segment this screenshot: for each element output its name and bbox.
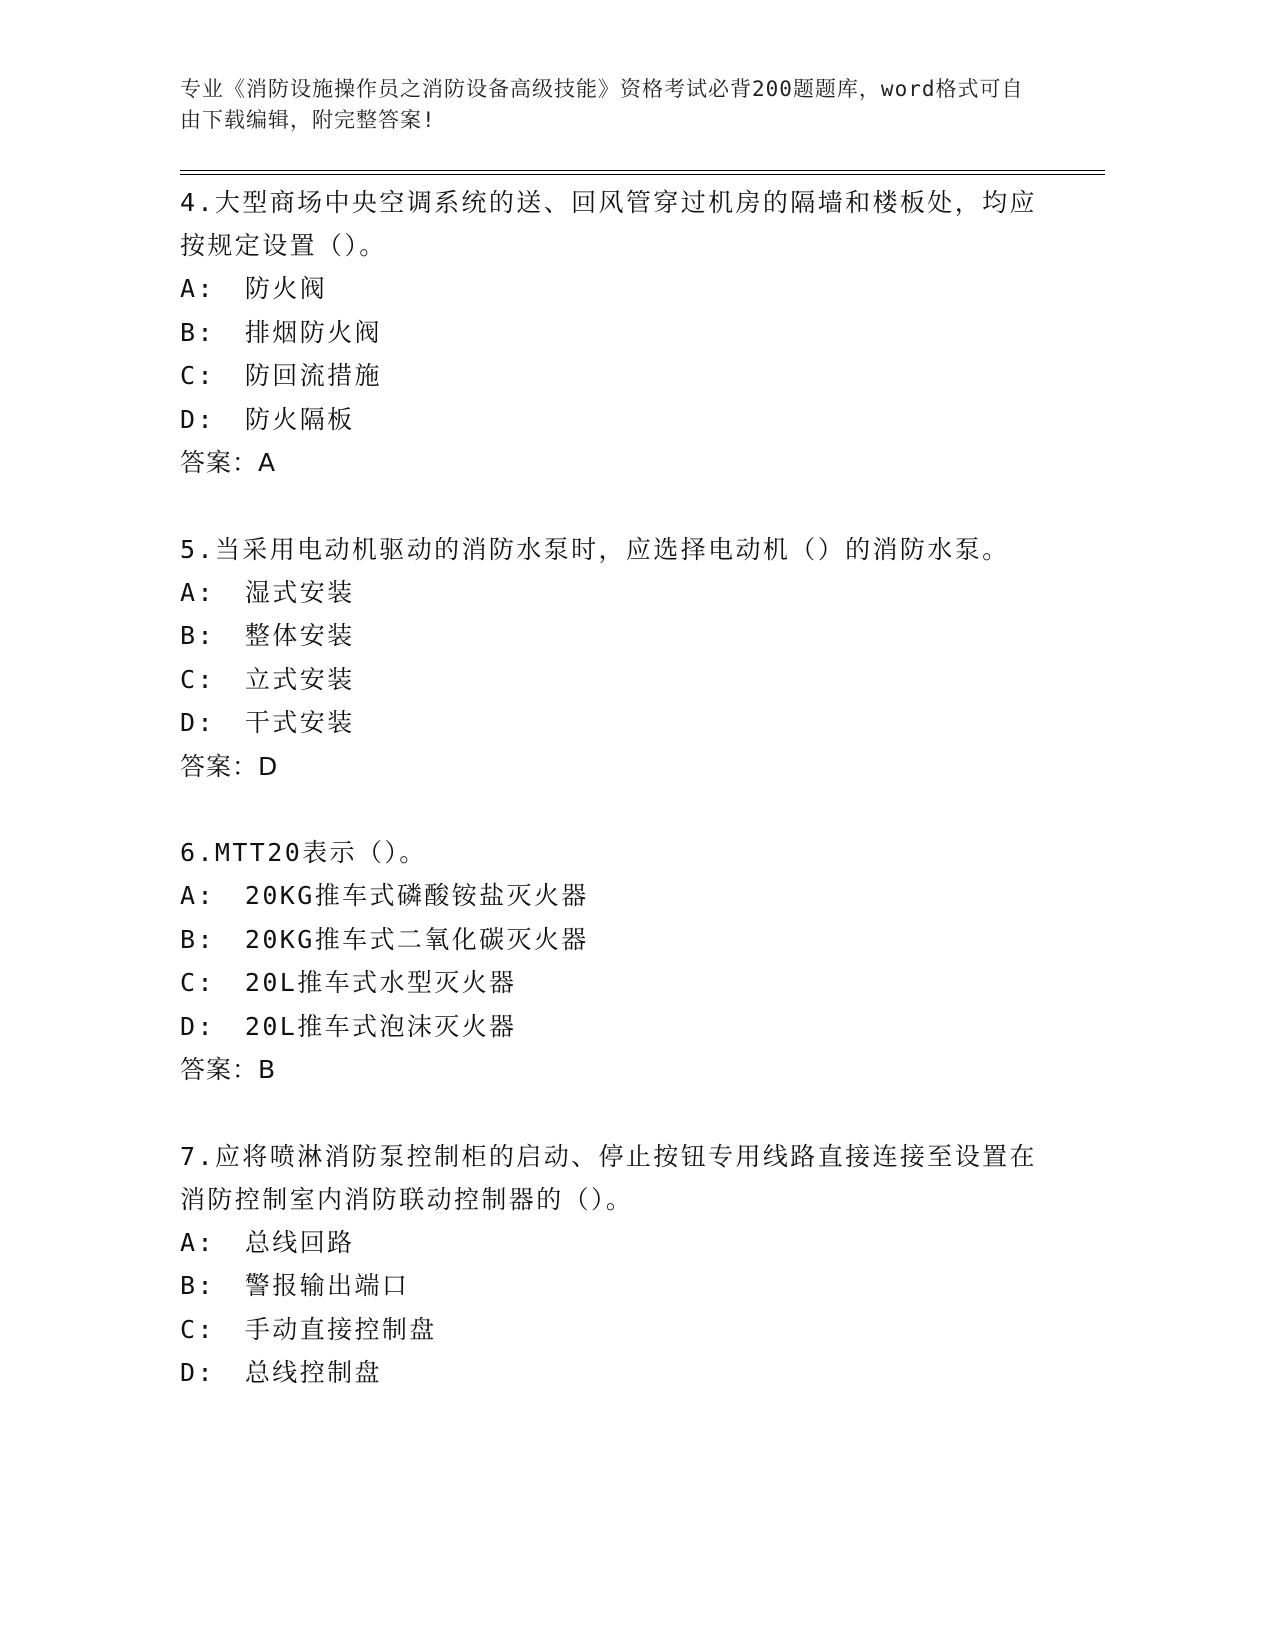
option-letter: C:	[180, 1314, 215, 1344]
answer-line: 答案：B	[180, 1055, 277, 1084]
answer-line: 答案：A	[180, 448, 277, 477]
option-b	[180, 311, 1060, 355]
question-6	[180, 831, 1060, 1092]
option-letter: C:	[180, 664, 215, 694]
option-a	[180, 267, 1060, 311]
option-text: 排烟防火阀	[244, 317, 382, 347]
option-text: 总线控制盘	[244, 1358, 382, 1387]
option-text: 总线回路	[244, 1227, 355, 1257]
option-letter: A:	[180, 274, 215, 303]
option-text: 警报输出端口	[244, 1271, 410, 1300]
option-text: 湿式安装	[244, 577, 355, 607]
option-c	[180, 961, 1060, 1005]
option-a	[180, 1221, 1060, 1265]
option-d	[180, 1351, 1060, 1395]
option-letter: A:	[180, 881, 215, 910]
option-letter: B:	[180, 1271, 215, 1300]
question-5	[180, 528, 1060, 789]
option-text: 立式安装	[244, 664, 355, 694]
option-b	[180, 918, 1060, 962]
spacer	[180, 1092, 1060, 1135]
question-7	[180, 1135, 1060, 1395]
option-text: 防火阀	[244, 274, 328, 303]
option-text: 整体安装	[244, 621, 355, 650]
option-c	[180, 658, 1060, 702]
option-letter: A:	[180, 1227, 215, 1257]
question-text: 5.当采用电动机驱动的消防水泵时，应选择电动机（）的消防水泵。	[180, 534, 1010, 564]
document-intro: 专业《消防设施操作员之消防设备高级技能》资格考试必背200题题库，word格式可自由下载编辑，附完整答案!	[180, 77, 1024, 132]
header-divider-bottom	[180, 174, 1105, 175]
option-c	[180, 1308, 1060, 1352]
option-text: 防回流措施	[244, 361, 382, 390]
option-text: 防火隔板	[244, 404, 355, 434]
spacer	[180, 485, 1060, 528]
option-text: 20L推车式泡沫灭火器	[244, 1011, 517, 1041]
option-b	[180, 1264, 1060, 1308]
option-letter: B:	[180, 621, 215, 650]
option-a	[180, 874, 1060, 918]
option-letter: B:	[180, 317, 215, 347]
option-text: 20KG推车式磷酸铵盐灭火器	[244, 881, 589, 910]
question-text: 6.MTT20表示（）。	[180, 838, 427, 867]
option-text: 干式安装	[244, 708, 355, 737]
question-list	[180, 181, 1060, 1395]
option-d	[180, 398, 1060, 442]
header-divider-top	[180, 170, 1105, 171]
option-letter: D:	[180, 708, 215, 737]
answer-line: 答案：D	[180, 751, 279, 781]
option-text: 手动直接控制盘	[244, 1314, 437, 1344]
option-letter: D:	[180, 1011, 215, 1041]
option-letter: C:	[180, 968, 215, 997]
option-letter: A:	[180, 577, 215, 607]
question-text: 4.大型商场中央空调系统的送、回风管穿过机房的隔墙和楼板处，均应按规定设置（）。	[180, 188, 1037, 260]
option-a	[180, 571, 1060, 615]
option-letter: D:	[180, 1358, 215, 1387]
option-text: 20KG推车式二氧化碳灭火器	[244, 924, 589, 954]
option-b	[180, 614, 1060, 658]
option-d	[180, 701, 1060, 745]
option-letter: B:	[180, 924, 215, 954]
option-letter: D:	[180, 404, 215, 434]
spacer	[180, 788, 1060, 831]
question-4	[180, 181, 1060, 485]
option-text: 20L推车式水型灭火器	[244, 968, 517, 997]
option-c	[180, 354, 1060, 398]
option-letter: C:	[180, 361, 215, 390]
question-text: 7.应将喷淋消防泵控制柜的启动、停止按钮专用线路直接连接至设置在消防控制室内消防联动控制器的（）。	[180, 1141, 1037, 1214]
option-d	[180, 1005, 1060, 1049]
